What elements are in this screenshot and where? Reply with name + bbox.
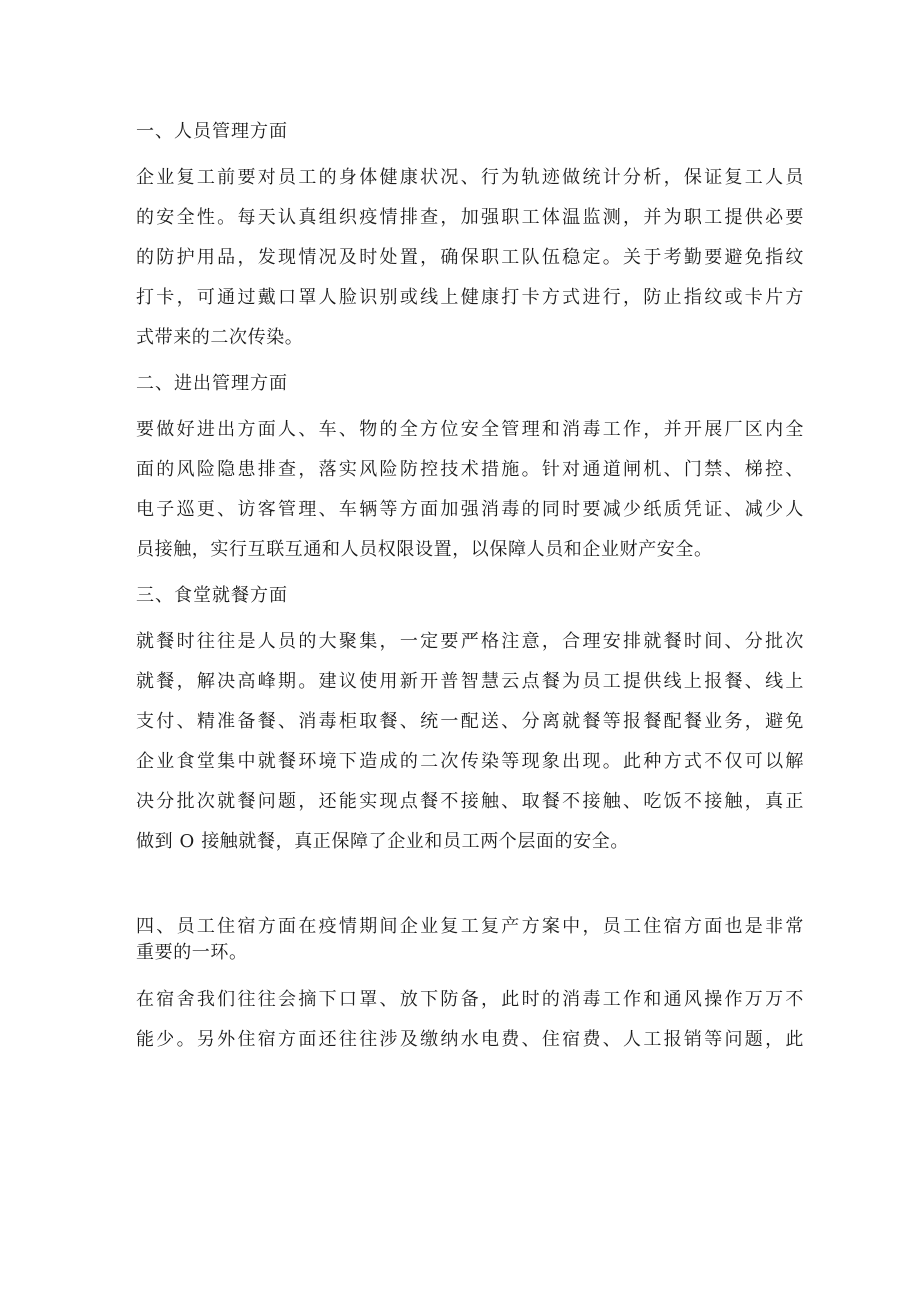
body-line: 企业复工前要对员工的身体健康状况、行为轨迹做统计分析，保证复工人员 <box>136 167 804 188</box>
body-line: 式带来的二次传染。 <box>136 327 304 348</box>
section-heading-personnel: 一、人员管理方面 <box>136 121 288 142</box>
body-line: 决分批次就餐问题，还能实现点餐不接触、取餐不接触、吃饭不接触，真正 <box>136 791 804 812</box>
body-line: 打卡，可通过戴口罩人脸识别或线上健康打卡方式进行，防止指纹或卡片方 <box>136 287 804 308</box>
body-line: 做到 O 接触就餐，真正保障了企业和员工两个层面的安全。 <box>136 831 629 852</box>
section-body-canteen <box>136 622 804 862</box>
body-line: 员接触，实行互联互通和人员权限设置，以保障人员和企业财产安全。 <box>136 539 713 560</box>
body-line: 就餐，解决高峰期。建议使用新开普智慧云点餐为员工提供线上报餐、线上 <box>136 671 804 692</box>
body-line: 的安全性。每天认真组织疫情排查，加强职工体温监测，并为职工提供必要 <box>136 207 804 228</box>
heading-line: 重要的一环。 <box>136 942 248 963</box>
body-line: 企业食堂集中就餐环境下造成的二次传染等现象出现。此种方式不仅可以解 <box>136 751 804 772</box>
body-line: 的防护用品，发现情况及时处置，确保职工队伍稳定。关于考勤要避免指纹 <box>136 247 804 268</box>
section-heading-canteen: 三、食堂就餐方面 <box>136 585 288 606</box>
body-line: 电子巡更、访客管理、车辆等方面加强消毒的同时要减少纸质凭证、减少人 <box>136 499 804 520</box>
section-body-personnel <box>136 158 804 358</box>
body-line: 要做好进出方面人、车、物的全方位安全管理和消毒工作，并开展厂区内全 <box>136 419 804 440</box>
section-heading-access: 二、进出管理方面 <box>136 373 288 394</box>
body-line: 面的风险隐患排查，落实风险防控技术措施。针对通道闸机、门禁、梯控、 <box>136 459 804 480</box>
body-line: 支付、精准备餐、消毒柜取餐、统一配送、分离就餐等报餐配餐业务，避免 <box>136 711 804 732</box>
document-page <box>136 112 804 1066</box>
body-line: 在宿舍我们往往会摘下口罩、放下防备，此时的消毒工作和通风操作万万不 <box>136 989 804 1010</box>
body-line: 就餐时往往是人员的大聚集，一定要严格注意，合理安排就餐时间、分批次 <box>136 631 804 652</box>
section-heading-dormitory <box>136 914 804 966</box>
section-body-dormitory <box>136 980 804 1060</box>
body-line: 能少。另外住宿方面还往往涉及缴纳水电费、住宿费、人工报销等问题，此 <box>136 1029 804 1050</box>
section-gap <box>136 862 804 914</box>
heading-line: 四、员工住宿方面在疫情期间企业复工复产方案中，员工住宿方面也是非常 <box>136 916 804 937</box>
section-body-access <box>136 410 804 570</box>
